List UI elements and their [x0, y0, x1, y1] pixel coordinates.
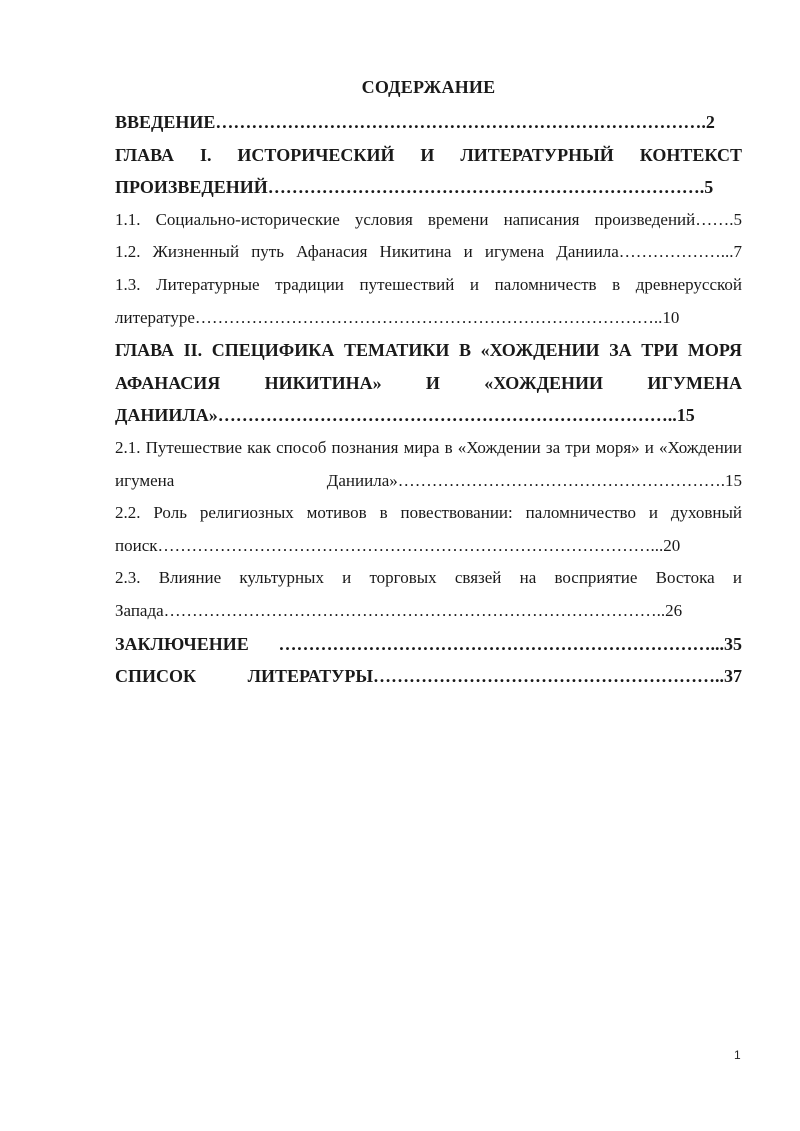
- toc-entry-text: СПИСОК ЛИТЕРАТУРЫ…………………………………………………..37: [115, 666, 742, 687]
- toc-entry-text: 1.1. Социально-исторические условия времени написания произведений…….5: [115, 209, 742, 229]
- toc-entry-section-1-3: [115, 269, 742, 334]
- toc-entry-text: 2.2. Роль религиозных мотивов в повествовании: паломничество и духовный поиск……………………………………………………………………………...20: [115, 503, 742, 555]
- toc-entry-chapter-1: [115, 139, 742, 204]
- document-page: [115, 74, 742, 693]
- toc-entry-section-1-2: [115, 236, 742, 269]
- table-of-contents: [115, 106, 742, 693]
- toc-entry-chapter-2: [115, 334, 742, 432]
- toc-entry-section-1-1: [115, 204, 742, 237]
- toc-entry-text: ГЛАВА II. СПЕЦИФИКА ТЕМАТИКИ В «ХОЖДЕНИИ ЗА ТРИ МОРЯ АФАНАСИЯ НИКИТИНА» И «ХОЖДЕНИИ ИГУМЕНА ДАНИИЛА»…………………………………………………………………..15: [115, 340, 742, 426]
- toc-entry-text: 1.2. Жизненный путь Афанасия Никитина и игумена Даниила………………...7: [115, 242, 742, 262]
- toc-entry-text: ГЛАВА I. ИСТОРИЧЕСКИЙ И ЛИТЕРАТУРНЫЙ КОНТЕКСТ ПРОИЗВЕДЕНИЙ……………………………………………………………….5: [115, 144, 742, 198]
- toc-entry-text: 2.3. Влияние культурных и торговых связей на восприятие Востока и Запада……………………………………………………………………………..26: [115, 568, 742, 620]
- toc-entry-text: 2.1. Путешествие как способ познания мира в «Хождении за три моря» и «Хождении игумена Даниила»………………………………………………….15: [115, 437, 742, 490]
- toc-entry-section-2-3: [115, 562, 742, 627]
- toc-entry-section-2-1: [115, 432, 742, 497]
- page-number: 1: [734, 1048, 741, 1062]
- toc-entry-text: 1.3. Литературные традиции путешествий и паломничеств в древнерусской литературе………………………………………………………………………..10: [115, 274, 742, 327]
- toc-entry-bibliography: [115, 660, 742, 693]
- page-title: СОДЕРЖАНИЕ: [361, 77, 496, 97]
- toc-entry-section-2-2: [115, 497, 742, 562]
- toc-entry-text: ВВЕДЕНИЕ……………………………………………………………………….2: [115, 112, 715, 132]
- toc-entry-text: ЗАКЛЮЧЕНИЕ ………………………………………………………………...35: [115, 633, 742, 654]
- toc-entry-introduction: [115, 106, 742, 139]
- toc-entry-conclusion: [115, 628, 742, 661]
